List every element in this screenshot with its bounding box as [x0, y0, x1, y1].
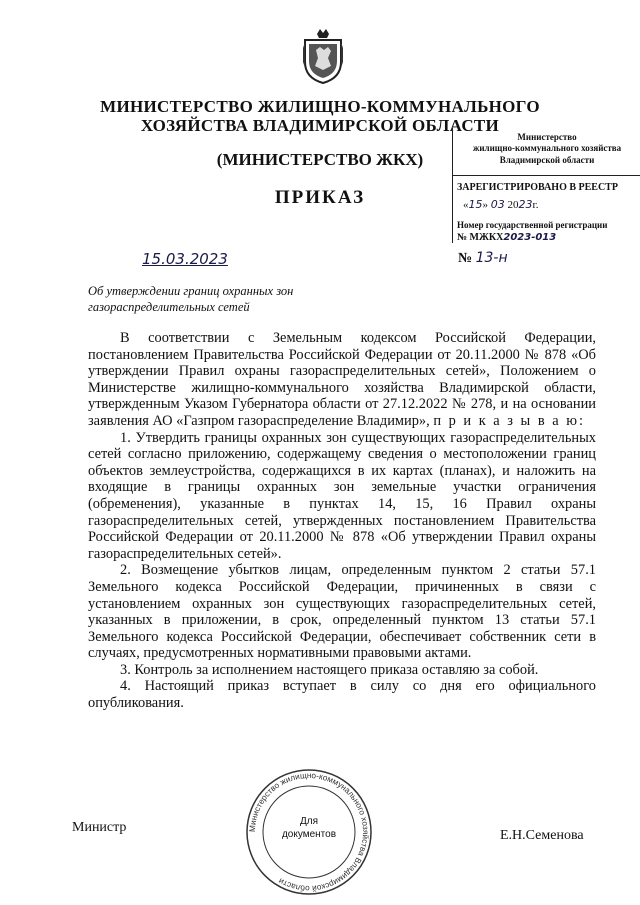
body-item-3: 3. Контроль за исполнением настоящего приказа оставляю за собой. [120, 661, 539, 678]
body-intro-text: В соответствии с Земельным кодексом Российской Федерации, постановлением Правительства Российской Федерации от 20.11.2000 № 878 «Об утверждении Правил охраны газораспределительных сетей», Положением о Министерстве жилищно-коммунального хозяйства Владимирской области, утвержденным Указом Губернатора области от 27.12.2022 № 278, и на основании заявления АО «Газпром газораспределение Владимир», [88, 330, 596, 429]
stamp-date-year-suffix: 23 [518, 198, 533, 211]
registration-stamp [452, 128, 640, 243]
body-item-2: 2. Возмещение убытков лицам, определенным пунктом 2 статьи 57.1 Земельного кодекса Российской Федерации, причиненных в связи с установлением охранных зон существующих газораспределительных сетей, указанных в приложении, в срок, определенный пунктом 13 статьи 57.1 Земельного кодекса Российской Федерации, обеспечивает собственник сети в случаях, предусмотренных нормативными правовыми актами. [88, 562, 596, 662]
ministry-abbreviation: (МИНИСТЕРСТВО ЖКХ) [216, 150, 424, 169]
ministry-name-line-1: МИНИСТЕРСТВО ЖИЛИЩНО-КОММУНАЛЬНОГО [100, 97, 540, 116]
document-type-title: ПРИКАЗ [274, 187, 366, 208]
coat-of-arms-emblem [300, 28, 346, 84]
seal-center-line-2: документов [281, 829, 337, 840]
document-number [458, 250, 508, 267]
stamp-org-line-2: жилищно-коммунального хозяйства [472, 143, 622, 154]
stamp-number-value: 2023-013 [503, 232, 557, 243]
document-body [88, 330, 596, 712]
seal-ring-text: Министерство жилищно-коммунального хозяйства Владимирской области [247, 770, 371, 894]
stamp-date-day: 15 [468, 198, 483, 211]
body-item-1: 1. Утвердить границы охранных зон существующих газораспределительных сетей согласно приложению, содержащему сведения о местоположении границ объектов землеустройства, содержащихся в их картах (планах), и наложить на входящие в границы охранных зон земельные участки ограничения (обременения), указанные в пунктах 14, 15, 16 Правил охраны газораспределительных сетей, утвержденных постановлением Правительства Российской Федерации от 20.11.2000 № 878 «Об утверждении Правил охраны газораспределительных сетей». [88, 429, 596, 562]
signatory-position: Министр [72, 820, 127, 835]
signatory-name: Е.Н.Семенова [500, 828, 584, 843]
stamp-number [457, 232, 556, 245]
stamp-number-label: Номер государственной регистрации [457, 220, 608, 230]
stamp-date-month: 03 [490, 198, 505, 211]
document-date: 15.03.2023 [142, 250, 228, 268]
stamp-date-year-prefix: 20 [507, 199, 519, 211]
stamp-date-year-unit: г. [532, 199, 539, 211]
body-intro-paragraph [88, 330, 596, 430]
stamp-org-line-3: Владимирской области [499, 154, 595, 165]
official-seal [245, 768, 373, 896]
body-item-4: 4. Настоящий приказ вступает в силу со дня его официального опубликования. [88, 678, 596, 712]
stamp-registration-date: «15» 03 2023г. [463, 198, 539, 211]
seal-center [259, 815, 359, 841]
ministry-name-line-2: ХОЗЯЙСТВА ВЛАДИМИРСКОЙ ОБЛАСТИ [140, 116, 500, 135]
stamp-number-prefix: № МЖКХ [457, 232, 504, 243]
stamp-registered-label: ЗАРЕГИСТРИРОВАНО В РЕЕСТР [457, 182, 618, 193]
document-number-prefix: № [458, 251, 473, 266]
seal-center-line-1: Для [299, 816, 319, 827]
document-number-value: 13-н [475, 250, 508, 266]
stamp-organization [453, 128, 640, 176]
stamp-org-line-1: Министерство [517, 132, 577, 142]
body-order-word: п р и к а з ы в а ю: [433, 412, 585, 429]
document-subject: Об утверждении границ охранных зон газораспределительных сетей [88, 284, 294, 315]
